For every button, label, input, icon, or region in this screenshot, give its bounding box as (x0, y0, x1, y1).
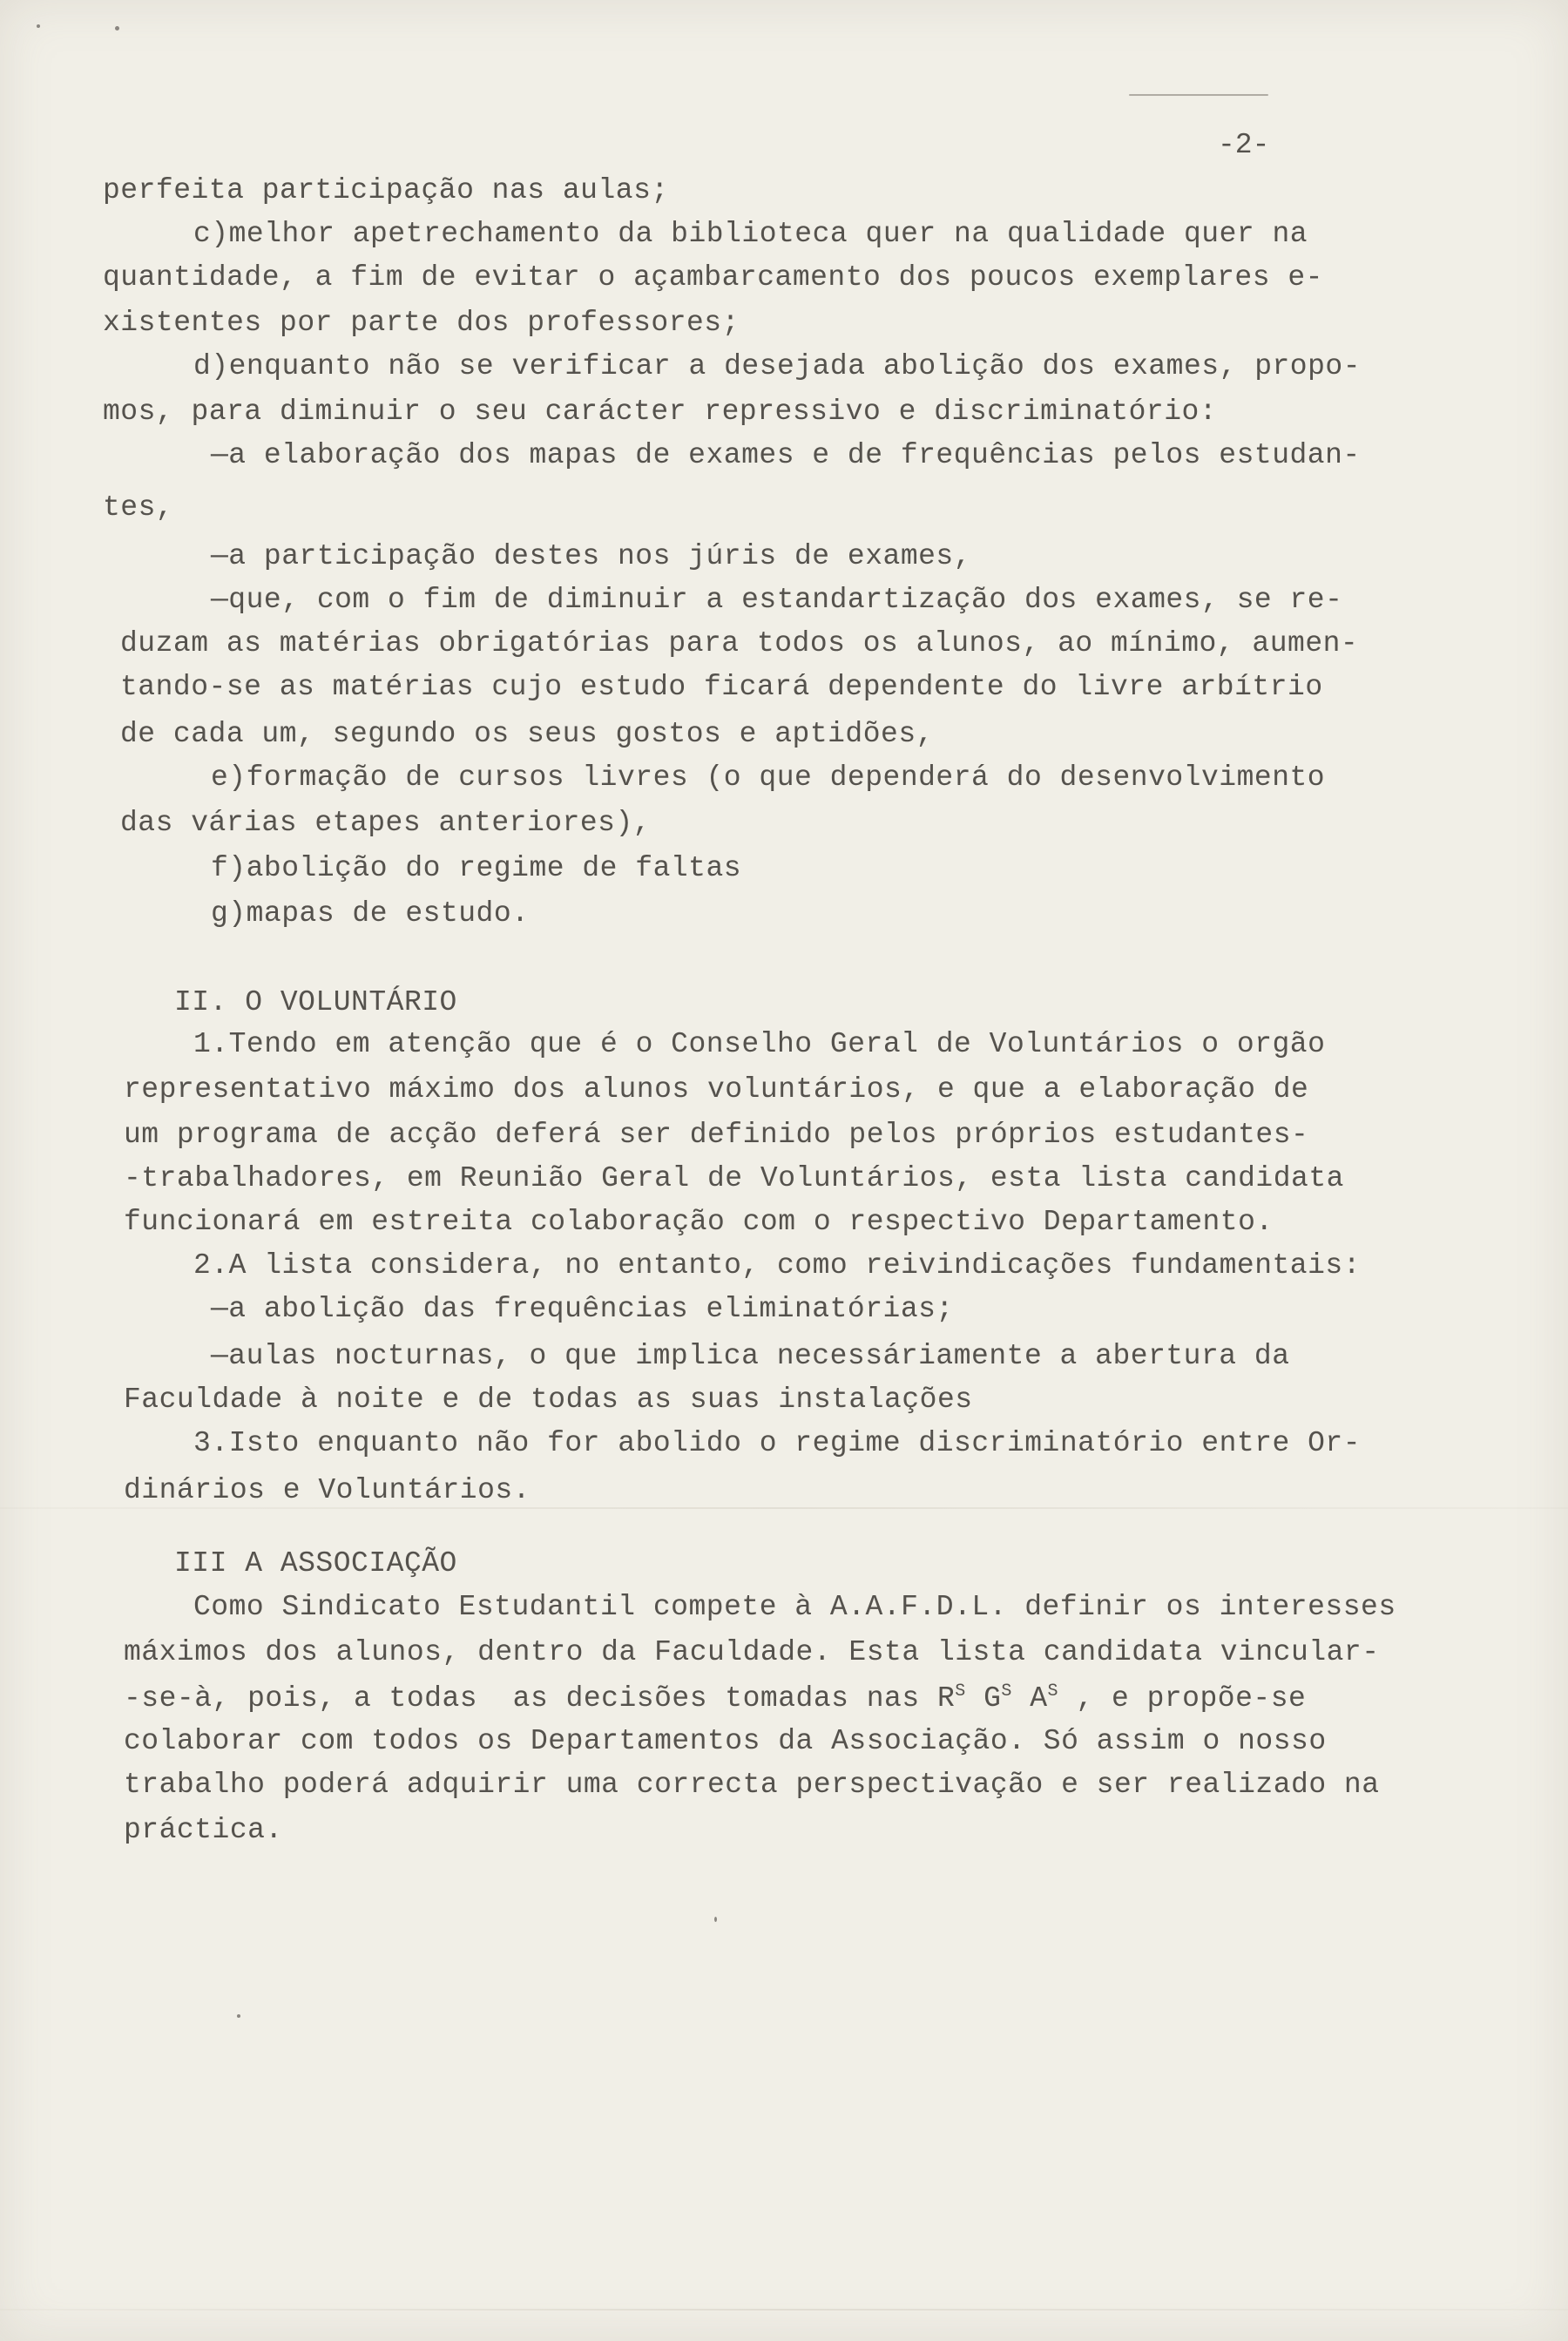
text-line: perfeita participação nas aulas; (103, 174, 669, 206)
text-line: tando-se as matérias cujo estudo ficará dependente do livre arbítrio (120, 671, 1323, 703)
text-line: —aulas nocturnas, o que implica necessáriamente a abertura da (211, 1340, 1290, 1372)
paper-mark (1129, 94, 1268, 96)
paper-speck (37, 24, 40, 28)
text-segment: -se-à, pois, a todas as decisões tomadas nas R (124, 1682, 956, 1715)
fold-line-bottom (0, 2309, 1568, 2311)
text-line: mos, para diminuir o seu carácter repressivo e discriminatório: (103, 396, 1218, 428)
text-line: —a abolição das frequências eliminatórias; (211, 1293, 954, 1325)
superscript: S (1047, 1681, 1059, 1702)
text-line: quantidade, a fim de evitar o açambarcamento dos poucos exemplares e- (103, 261, 1323, 294)
text-line: d)enquanto não se verificar a desejada abolição dos exames, propo- (193, 350, 1362, 382)
text-line: Como Sindicato Estudantil compete à A.A.F.D.L. definir os interesses (193, 1591, 1396, 1623)
text-line: das várias etapes anteriores), (120, 807, 652, 839)
text-line: f)abolição do regime de faltas (211, 852, 742, 884)
text-segment: G (983, 1682, 1002, 1715)
paper-speck (115, 26, 119, 30)
text-line: e)formação de cursos livres (o que dependerá do desenvolvimento (211, 761, 1326, 794)
text-line: tes, (103, 491, 174, 524)
superscript: S (955, 1681, 966, 1702)
text-line: funcionará em estreita colaboração com o respectivo Departamento. (124, 1206, 1274, 1238)
text-line: de cada um, segundo os seus gostos e aptidões, (120, 718, 934, 750)
text-line: colaborar com todos os Departamentos da Associação. Só assim o nosso (124, 1725, 1327, 1757)
text-line: máximos dos alunos, dentro da Faculdade. Esta lista candidata vincular- (124, 1636, 1380, 1668)
text-line: duzam as matérias obrigatórias para todos os alunos, ao mínimo, aumen- (120, 627, 1359, 660)
text-line: representativo máximo dos alunos voluntários, e que a elaboração de (124, 1073, 1309, 1106)
text-line: 2.A lista considera, no entanto, como reivindicações fundamentais: (193, 1249, 1362, 1282)
text-line: um programa de acção deferá ser definido pelos próprios estudantes- (124, 1119, 1309, 1151)
text-line: —a elaboração dos mapas de exames e de frequências pelos estudan- (211, 439, 1361, 471)
text-line-rga (124, 1681, 1306, 1715)
text-line: c)melhor apetrechamento da biblioteca quer na qualidade quer na (193, 218, 1308, 250)
page-number: -2- (1218, 129, 1270, 161)
paper-speck (714, 1917, 717, 1922)
text-line: Faculdade à noite e de todas as suas instalações (124, 1384, 973, 1416)
text-line: -trabalhadores, em Reunião Geral de Voluntários, esta lista candidata (124, 1162, 1344, 1194)
text-line: —que, com o fim de diminuir a estandartização dos exames, se re- (211, 584, 1343, 616)
superscript: S (1001, 1681, 1012, 1702)
text-line: trabalho poderá adquirir uma correcta perspectivação e ser realizado na (124, 1769, 1380, 1801)
text-line: —a participação destes nos júris de exames, (211, 540, 972, 572)
text-segment: A (1030, 1682, 1048, 1715)
text-line: g)mapas de estudo. (211, 897, 530, 930)
section-heading-associacao: III A ASSOCIAÇÃO (174, 1547, 457, 1580)
fold-line (0, 1507, 1568, 1509)
text-line: dinários e Voluntários. (124, 1474, 531, 1506)
paper-speck (237, 2014, 240, 2018)
text-line: 1.Tendo em atenção que é o Conselho Geral de Voluntários o orgão (193, 1028, 1326, 1060)
section-heading-voluntario: II. O VOLUNTÁRIO (174, 986, 457, 1018)
text-line: 3.Isto enquanto não for abolido o regime discriminatório entre Or- (193, 1427, 1362, 1459)
text-segment: , e propõe-se (1058, 1682, 1307, 1715)
text-line: xistentes por parte dos professores; (103, 307, 740, 339)
text-line: práctica. (124, 1814, 283, 1846)
